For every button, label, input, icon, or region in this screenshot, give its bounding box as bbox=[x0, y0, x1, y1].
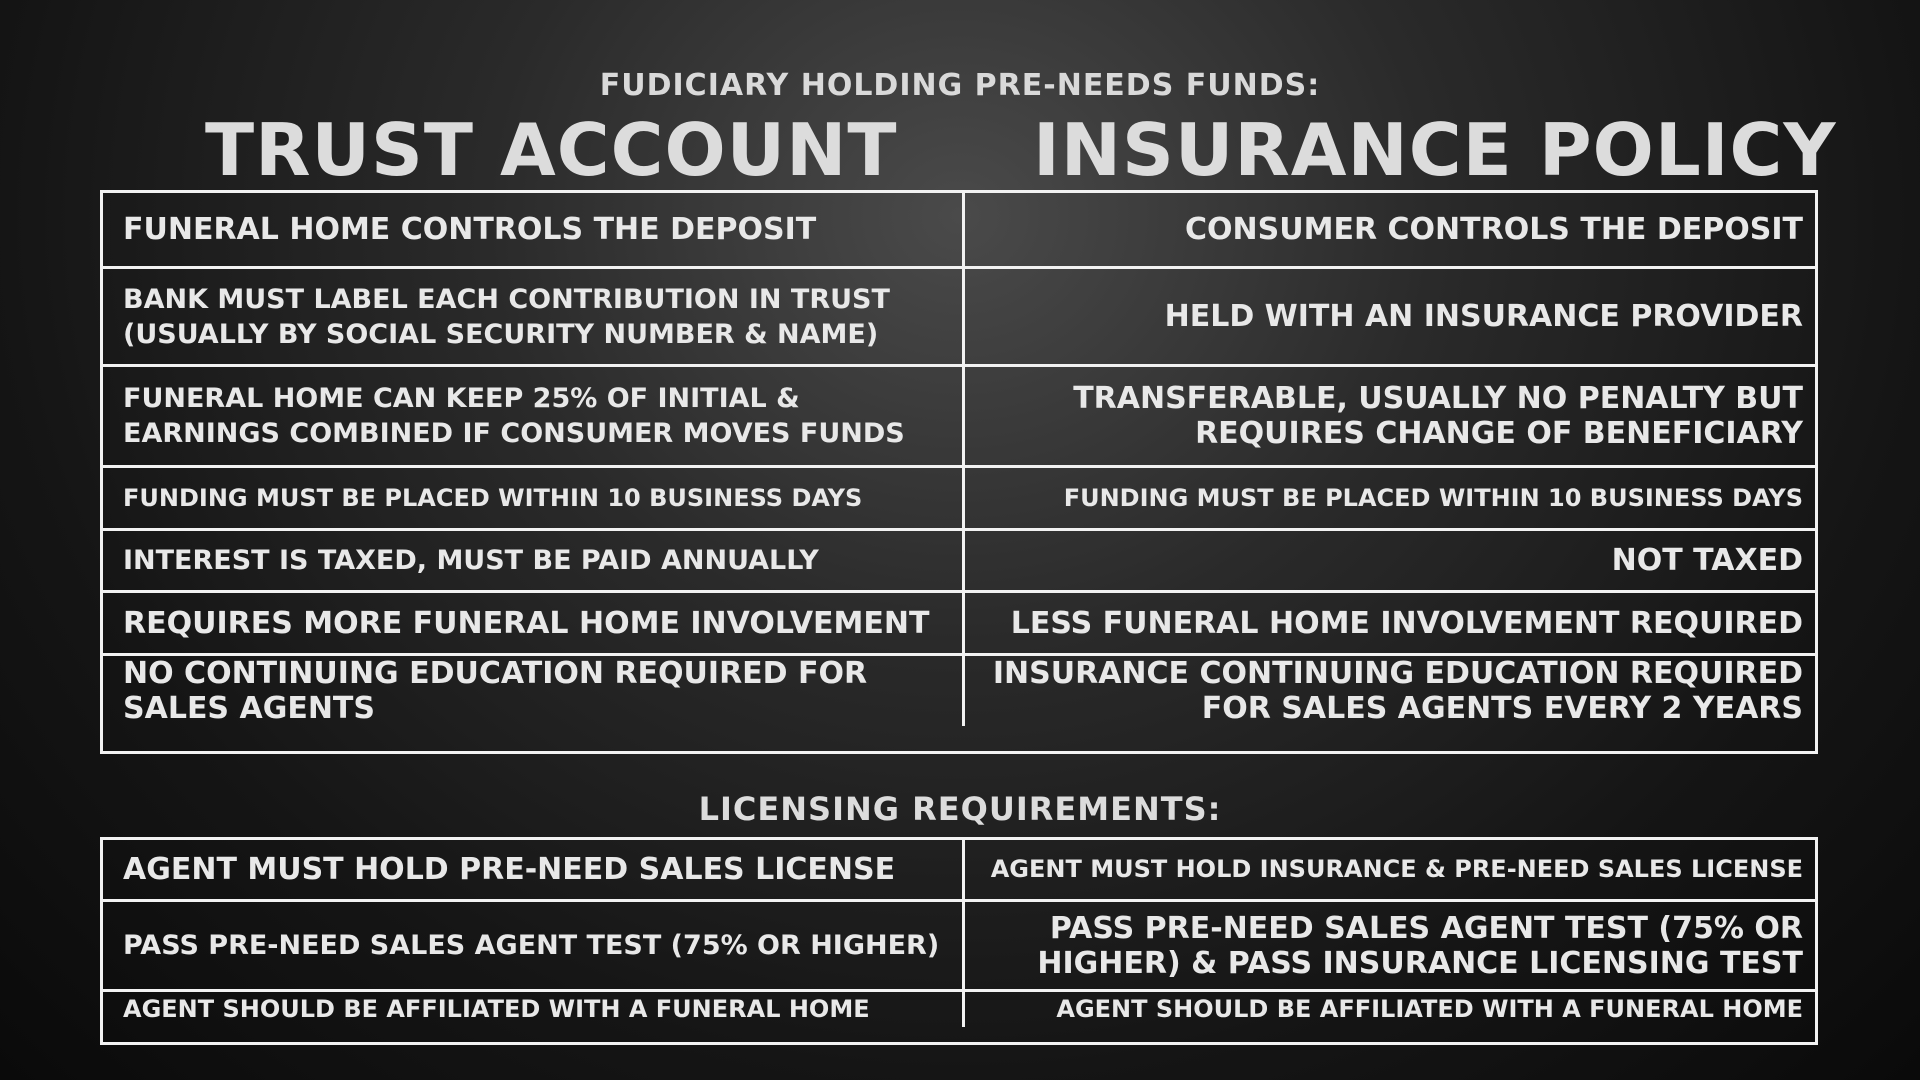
trust-account-heading: TRUST ACCOUNT bbox=[205, 108, 898, 192]
trust-cell: FUNERAL HOME CAN KEEP 25% OF INITIAL & EARNINGS COMBINED IF CONSUMER MOVES FUNDS bbox=[103, 367, 965, 465]
slide-subtitle: FUDICIARY HOLDING PRE-NEEDS FUNDS: bbox=[599, 68, 1321, 103]
trust-cell: NO CONTINUING EDUCATION REQUIRED FOR SALES AGENTS bbox=[103, 656, 965, 726]
insurance-cell: HELD WITH AN INSURANCE PROVIDER bbox=[1164, 299, 1803, 334]
table-row bbox=[103, 992, 1815, 1027]
table-row bbox=[103, 593, 1815, 656]
insurance-cell: TRANSFERABLE, USUALLY NO PENALTY BUT REQUIRES CHANGE OF BENEFICIARY bbox=[1073, 381, 1803, 451]
licensing-table bbox=[100, 837, 1818, 1045]
table-row bbox=[103, 468, 1815, 531]
insurance-policy-heading: INSURANCE POLICY bbox=[1033, 108, 1837, 192]
trust-cell: INTEREST IS TAXED, MUST BE PAID ANNUALLY bbox=[103, 531, 965, 590]
insurance-cell: LESS FUNERAL HOME INVOLVEMENT REQUIRED bbox=[1010, 605, 1803, 641]
trust-cell: FUNDING MUST BE PLACED WITHIN 10 BUSINESS DAYS bbox=[103, 468, 965, 528]
table-row bbox=[103, 367, 1815, 468]
table-row bbox=[103, 193, 1815, 269]
insurance-cell: CONSUMER CONTROLS THE DEPOSIT bbox=[1185, 212, 1803, 247]
table-row bbox=[103, 902, 1815, 992]
table-row bbox=[103, 269, 1815, 367]
insurance-cell: AGENT SHOULD BE AFFILIATED WITH A FUNERAL HOME bbox=[1056, 995, 1803, 1023]
insurance-cell: NOT TAXED bbox=[1611, 543, 1803, 578]
trust-cell: BANK MUST LABEL EACH CONTRIBUTION IN TRUST (USUALLY BY SOCIAL SECURITY NUMBER & NAME) bbox=[103, 269, 965, 364]
insurance-cell: PASS PRE-NEED SALES AGENT TEST (75% OR HIGHER) & PASS INSURANCE LICENSING TEST bbox=[1037, 910, 1803, 981]
table-row bbox=[103, 840, 1815, 902]
insurance-cell: FUNDING MUST BE PLACED WITHIN 10 BUSINESS DAYS bbox=[1063, 483, 1803, 512]
insurance-cell: INSURANCE CONTINUING EDUCATION REQUIRED FOR SALES AGENTS EVERY 2 YEARS bbox=[992, 656, 1803, 726]
trust-cell: REQUIRES MORE FUNERAL HOME INVOLVEMENT bbox=[103, 593, 965, 653]
comparison-table bbox=[100, 190, 1818, 754]
trust-cell: FUNERAL HOME CONTROLS THE DEPOSIT bbox=[103, 193, 965, 266]
trust-cell: PASS PRE-NEED SALES AGENT TEST (75% OR HIGHER) bbox=[103, 902, 965, 989]
trust-cell: AGENT SHOULD BE AFFILIATED WITH A FUNERAL HOME bbox=[103, 992, 965, 1027]
insurance-cell: AGENT MUST HOLD INSURANCE & PRE-NEED SALES LICENSE bbox=[990, 855, 1803, 883]
table-row bbox=[103, 531, 1815, 593]
table-row bbox=[103, 656, 1815, 726]
licensing-title: LICENSING REQUIREMENTS: bbox=[698, 790, 1222, 828]
trust-cell: AGENT MUST HOLD PRE-NEED SALES LICENSE bbox=[103, 840, 965, 899]
